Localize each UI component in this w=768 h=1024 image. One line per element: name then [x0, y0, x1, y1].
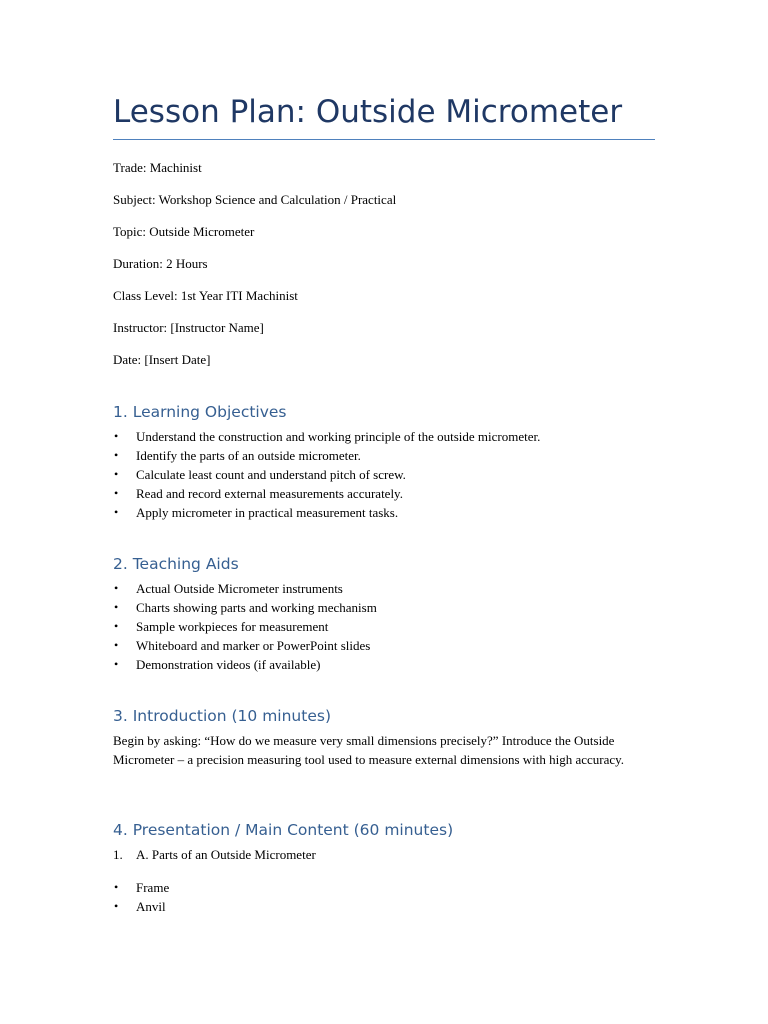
- bullet-icon: •: [114, 505, 119, 519]
- list-item: [113, 503, 540, 522]
- list-item: [113, 579, 377, 598]
- objectives-list: [113, 427, 540, 522]
- title-underline: [113, 139, 655, 140]
- list-item: [113, 617, 377, 636]
- bullet-icon: •: [114, 429, 119, 443]
- meta-instructor: Instructor: [Instructor Name]: [113, 320, 264, 335]
- numbered-item-text: A. Parts of an Outside Micrometer: [136, 847, 316, 862]
- list-item-text: Understand the construction and working principle of the outside micrometer.: [136, 429, 541, 444]
- list-item-text: Charts showing parts and working mechanism: [136, 600, 377, 615]
- list-item-text: Apply micrometer in practical measurement tasks.: [136, 505, 399, 520]
- list-item-text: Whiteboard and marker or PowerPoint slides: [136, 638, 371, 653]
- bullet-icon: •: [114, 638, 119, 652]
- list-item: [113, 878, 169, 897]
- list-item: [113, 484, 540, 503]
- numbered-item-marker: 1.: [113, 847, 123, 862]
- meta-topic: Topic: Outside Micrometer: [113, 224, 255, 239]
- bullet-icon: •: [114, 581, 119, 595]
- list-item-text: Sample workpieces for measurement: [136, 619, 329, 634]
- teaching-aids-heading: 2. Teaching Aids: [113, 555, 239, 573]
- list-item-text: Frame: [136, 880, 170, 895]
- numbered-item: [113, 847, 316, 863]
- meta-subject: Subject: Workshop Science and Calculation / Practical: [113, 192, 397, 207]
- objectives-heading: 1. Learning Objectives: [113, 403, 287, 421]
- bullet-icon: •: [114, 657, 119, 671]
- list-item-text: Demonstration videos (if available): [136, 657, 321, 672]
- bullet-icon: •: [114, 486, 119, 500]
- parts-list: [113, 878, 169, 916]
- list-item: [113, 465, 540, 484]
- meta-duration: Duration: 2 Hours: [113, 256, 208, 271]
- list-item: [113, 598, 377, 617]
- meta-class-level: Class Level: 1st Year ITI Machinist: [113, 288, 298, 303]
- list-item-text: Calculate least count and understand pitch of screw.: [136, 467, 406, 482]
- list-item-text: Identify the parts of an outside micrometer.: [136, 448, 361, 463]
- bullet-icon: •: [114, 899, 119, 913]
- list-item: [113, 636, 377, 655]
- bullet-icon: •: [114, 467, 119, 481]
- teaching-aids-list: [113, 579, 377, 674]
- list-item-text: Actual Outside Micrometer instruments: [136, 581, 343, 596]
- list-item: [113, 897, 169, 916]
- bullet-icon: •: [114, 619, 119, 633]
- bullet-icon: •: [114, 448, 119, 462]
- bullet-icon: •: [114, 600, 119, 614]
- presentation-heading: 4. Presentation / Main Content (60 minutes): [113, 821, 454, 839]
- list-item-text: Anvil: [136, 899, 166, 914]
- meta-date: Date: [Insert Date]: [113, 352, 211, 367]
- list-item: [113, 427, 540, 446]
- meta-trade: Trade: Machinist: [113, 160, 202, 175]
- introduction-paragraph: Begin by asking: “How do we measure very small dimensions precisely?” Introduce the Outside Micrometer – a precision measuring tool used to measure external dimensions with high accuracy.: [113, 733, 625, 768]
- bullet-icon: •: [114, 880, 119, 894]
- list-item: [113, 655, 377, 674]
- list-item: [113, 446, 540, 465]
- document-title: Lesson Plan: Outside Micrometer: [113, 94, 623, 130]
- introduction-heading: 3. Introduction (10 minutes): [113, 707, 331, 725]
- list-item-text: Read and record external measurements accurately.: [136, 486, 403, 501]
